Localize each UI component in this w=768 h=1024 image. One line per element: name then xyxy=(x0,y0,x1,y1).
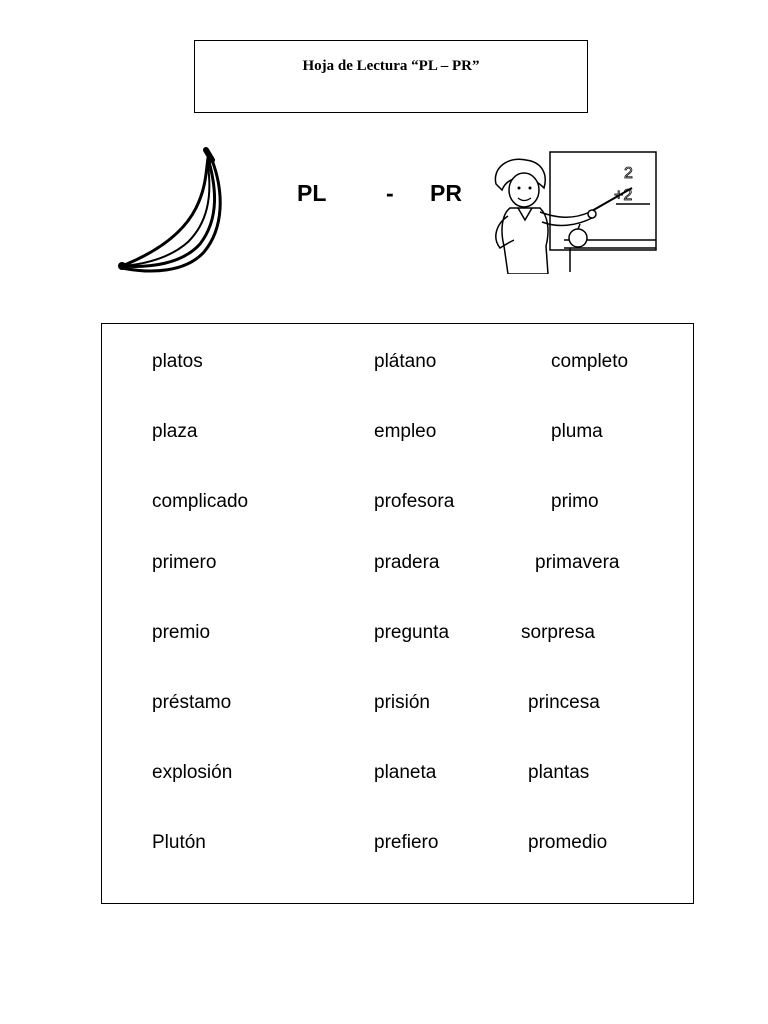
word-item: plantas xyxy=(528,762,590,783)
heading-pr: PR xyxy=(430,180,462,206)
word-item: préstamo xyxy=(152,692,232,713)
word-item: profesora xyxy=(374,491,455,512)
word-item: Plutón xyxy=(152,832,206,853)
word-item: prisión xyxy=(374,692,430,713)
worksheet-title: Hoja de Lectura “PL – PR” xyxy=(302,58,480,74)
heading-dash: - xyxy=(386,180,394,206)
word-item: plaza xyxy=(152,421,198,442)
board-number-top: 2 xyxy=(624,165,633,182)
word-item: primo xyxy=(551,491,599,512)
title-box xyxy=(194,40,588,113)
word-item: sorpresa xyxy=(521,622,595,643)
board-number-bottom: +2 xyxy=(614,187,633,204)
word-list-box xyxy=(101,323,694,904)
word-item: complicado xyxy=(152,491,249,512)
word-item: pradera xyxy=(374,552,440,573)
word-item: princesa xyxy=(528,692,600,713)
word-item: premio xyxy=(152,622,211,643)
word-item: planeta xyxy=(374,762,437,783)
word-item: plátano xyxy=(374,351,437,372)
word-item: prefiero xyxy=(374,832,439,853)
word-item: primero xyxy=(152,552,217,573)
word-item: explosión xyxy=(152,762,233,783)
word-item: pregunta xyxy=(374,622,450,643)
word-item: promedio xyxy=(528,832,608,853)
word-item: pluma xyxy=(551,421,603,442)
banana-illustration xyxy=(112,146,240,286)
teacher-illustration xyxy=(486,150,658,274)
word-item: primavera xyxy=(535,552,620,573)
heading-pl: PL xyxy=(297,180,327,206)
word-item: empleo xyxy=(374,421,437,442)
word-item: platos xyxy=(152,351,203,372)
word-item: completo xyxy=(551,351,629,372)
